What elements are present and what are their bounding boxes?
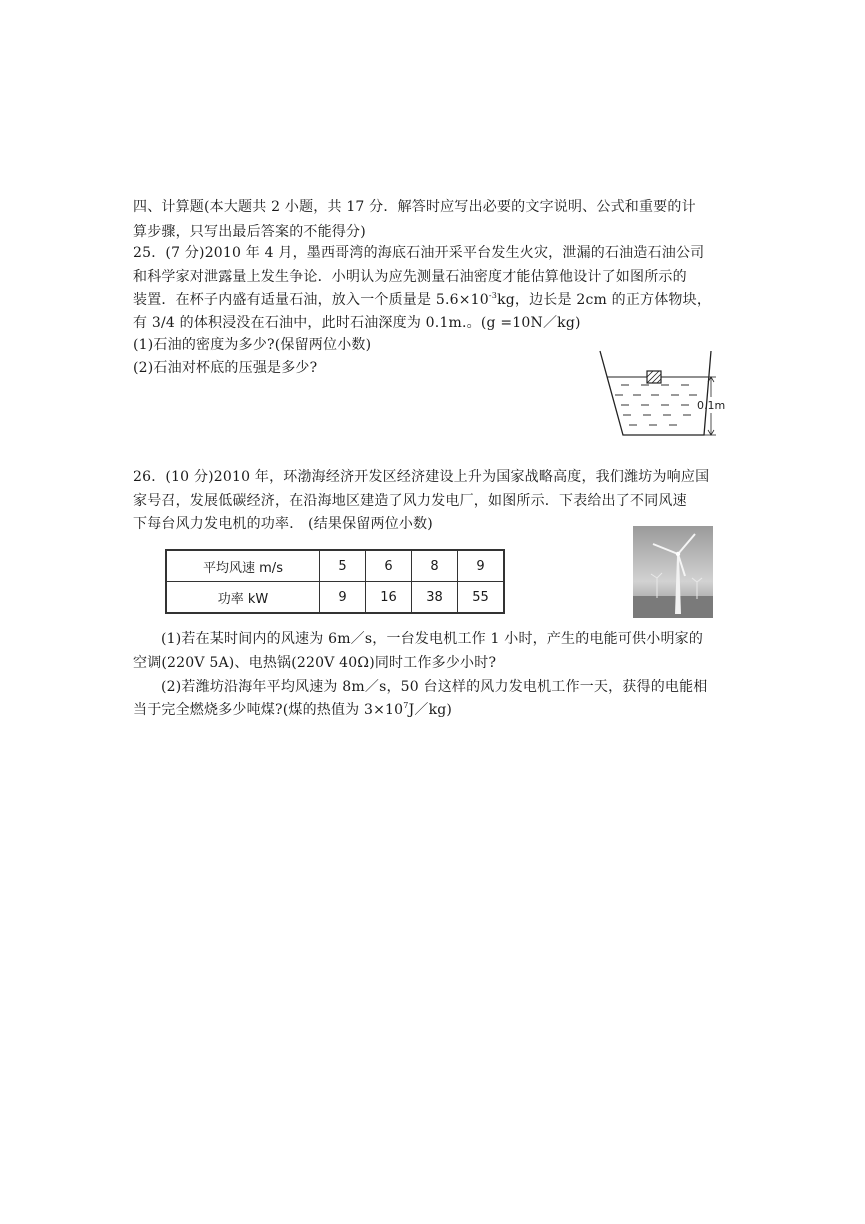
- q25-sub1: (1)石油的密度为多少?(保留两位小数): [133, 337, 372, 353]
- heat-value-exponent: 7: [403, 701, 409, 710]
- q26-line2: 家号召，发展低碳经济，在沿海地区建造了风力发电厂，如图所示．下表给出了不同风速: [133, 493, 687, 509]
- table-cell: 6: [366, 550, 412, 582]
- table-cell: 55: [458, 582, 505, 614]
- q25-line3-text: 装置．在杯子内盛有适量石油，放入一个质量是 5.6×10: [133, 292, 489, 308]
- q26-sub1-line2: 空调(220V 5A)、电热锅(220V 40Ω)同时工作多少小时?: [133, 655, 497, 671]
- table-row: [166, 582, 504, 614]
- q25-line1: 25．(7 分)2010 年 4 月，墨西哥湾的海底石油开采平台发生火灾，泄漏的石油造石油公司: [133, 245, 705, 261]
- q26-sub2-line2: [133, 700, 452, 720]
- wind-power-table: [165, 549, 505, 614]
- q25-exponent: -3: [488, 291, 498, 300]
- table-cell: 38: [412, 582, 458, 614]
- q25-line2: 和科学家对泄露量上发生争论．小明认为应先测量石油密度才能估算他设计了如图所示的: [133, 269, 687, 285]
- q26-sub2-line1: (2)若潍坊沿海年平均风速为 8m／s，50 台这样的风力发电机工作一天，获得的电能相: [161, 679, 708, 695]
- table-cell: 8: [412, 550, 458, 582]
- beaker-figure: [593, 345, 743, 441]
- table-cell: 16: [366, 582, 412, 614]
- section-heading-line2: 算步骤，只写出最后答案的不能得分): [133, 224, 366, 240]
- table-cell: 9: [458, 550, 505, 582]
- row-header-wind-speed: 平均风速 m/s: [166, 550, 320, 582]
- q25-sub2: (2)石油对杯底的压强是多少?: [133, 360, 318, 376]
- q26-line1: 26．(10 分)2010 年，环渤海经济开发区经济建设上升为国家战略高度，我们潍坊为响应国: [133, 469, 710, 485]
- depth-label: 0.1m: [697, 399, 726, 412]
- section-heading-line1: 四、计算题(本大题共 2 小题，共 17 分．解答时应写出必要的文字说明、公式和重要的计: [133, 199, 696, 215]
- q25-line3: [133, 290, 711, 310]
- q25-line3-tail: kg，边长是 2cm 的正方体物块，: [497, 292, 712, 308]
- table-cell: 9: [320, 582, 366, 614]
- table-row: [166, 550, 504, 582]
- wind-turbine-photo: [633, 526, 713, 618]
- row-header-power: 功率 kW: [166, 582, 320, 614]
- q26-line3: 下每台风力发电机的功率． (结果保留两位小数): [133, 516, 433, 532]
- q25-line4: 有 3/4 的体积浸没在石油中，此时石油深度为 0.1m.。(g =10N／kg): [133, 315, 581, 331]
- table-cell: 5: [320, 550, 366, 582]
- q26-sub2-line2-tail: J／kg): [408, 702, 453, 718]
- q26-sub2-line2-text: 当于完全燃烧多少吨煤?(煤的热值为 3×10: [133, 702, 404, 718]
- q26-sub1-line1: (1)若在某时间内的风速为 6m／s，一台发电机工作 1 小时，产生的电能可供小明家的: [161, 631, 704, 647]
